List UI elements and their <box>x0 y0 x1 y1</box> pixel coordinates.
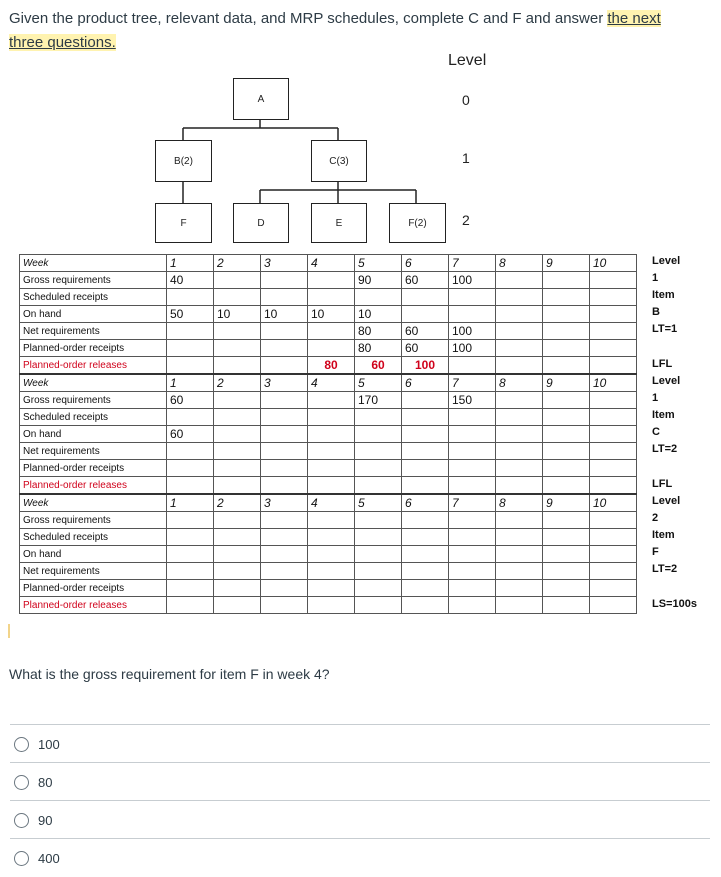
level-header: Level <box>448 52 487 69</box>
c-porl-row: Planned-order releases <box>20 477 637 495</box>
f-gross-row: Gross requirements <box>20 512 637 529</box>
option-label: 400 <box>38 850 60 866</box>
c-gross-row: Gross requirements 60 170 150 <box>20 392 637 409</box>
b-por-row: Planned-order receipts 80 60 100 <box>20 340 637 357</box>
tree-node-c: C(3) <box>311 140 367 182</box>
option-label: 80 <box>38 774 53 790</box>
mrp-table <box>19 254 637 614</box>
b-net-row: Net requirements 80 60 100 <box>20 323 637 340</box>
tree-node-f: F <box>155 203 212 243</box>
question-text: What is the gross requirement for item F in week 4? <box>9 666 330 682</box>
c-por-row: Planned-order receipts <box>20 460 637 477</box>
b-sched-row: Scheduled receipts <box>20 289 637 306</box>
side-label-b: Level 1 Item B LT=1 <box>652 255 681 335</box>
answer-option-4[interactable] <box>10 838 710 877</box>
instructions-text: Given the product tree, relevant data, and MRP schedules, complete C and F and answer <box>9 10 608 27</box>
radio-button[interactable] <box>14 775 29 790</box>
b-onhand-row: On hand 50 10 10 10 10 <box>20 306 637 323</box>
tree-node-b: B(2) <box>155 140 212 182</box>
row-label: Week <box>20 255 167 272</box>
instructions-highlight-1: the next <box>607 10 661 27</box>
tree-node-e: E <box>311 203 367 243</box>
b-gross-row: Gross requirements 40 90 60 100 <box>20 272 637 289</box>
f-net-row: Net requirements <box>20 563 637 580</box>
f-porl-row: Planned-order releases <box>20 597 637 614</box>
c-week-row: Week 1 2 3 4 5 6 7 8 9 10 <box>20 374 637 392</box>
c-onhand-row: On hand 60 <box>20 426 637 443</box>
f-por-row: Planned-order receipts <box>20 580 637 597</box>
side-label-f: LFL Level 2 Item F LT=2 <box>652 478 681 575</box>
tree-node-a: A <box>233 78 289 120</box>
tree-node-d: D <box>233 203 289 243</box>
c-net-row: Net requirements <box>20 443 637 460</box>
answer-option-2[interactable] <box>10 762 710 801</box>
f-onhand-row: On hand <box>20 546 637 563</box>
instructions-highlight-2: three questions. <box>9 34 116 51</box>
answer-option-1[interactable] <box>10 724 710 763</box>
level-1: 1 <box>462 150 470 166</box>
b-porl-row: Planned-order releases 80 60 100 <box>20 357 637 375</box>
b-week-row: Week 1 2 3 4 5 6 7 8 9 10 <box>20 255 637 272</box>
level-0: 0 <box>462 92 470 108</box>
answer-option-3[interactable] <box>10 800 710 839</box>
level-2: 2 <box>462 212 470 228</box>
radio-button[interactable] <box>14 813 29 828</box>
radio-button[interactable] <box>14 851 29 866</box>
tree-node-f2: F(2) <box>389 203 446 243</box>
text-cursor-marker <box>8 624 10 638</box>
option-label: 90 <box>38 812 53 828</box>
radio-button[interactable] <box>14 737 29 752</box>
option-label: 100 <box>38 736 60 752</box>
c-sched-row: Scheduled receipts <box>20 409 637 426</box>
f-sched-row: Scheduled receipts <box>20 529 637 546</box>
side-label-f-lotsize: LS=100s <box>652 598 697 610</box>
side-label-c: LFL Level 1 Item C LT=2 <box>652 358 681 455</box>
f-week-row: Week 1 2 3 4 5 6 7 8 9 10 <box>20 494 637 512</box>
